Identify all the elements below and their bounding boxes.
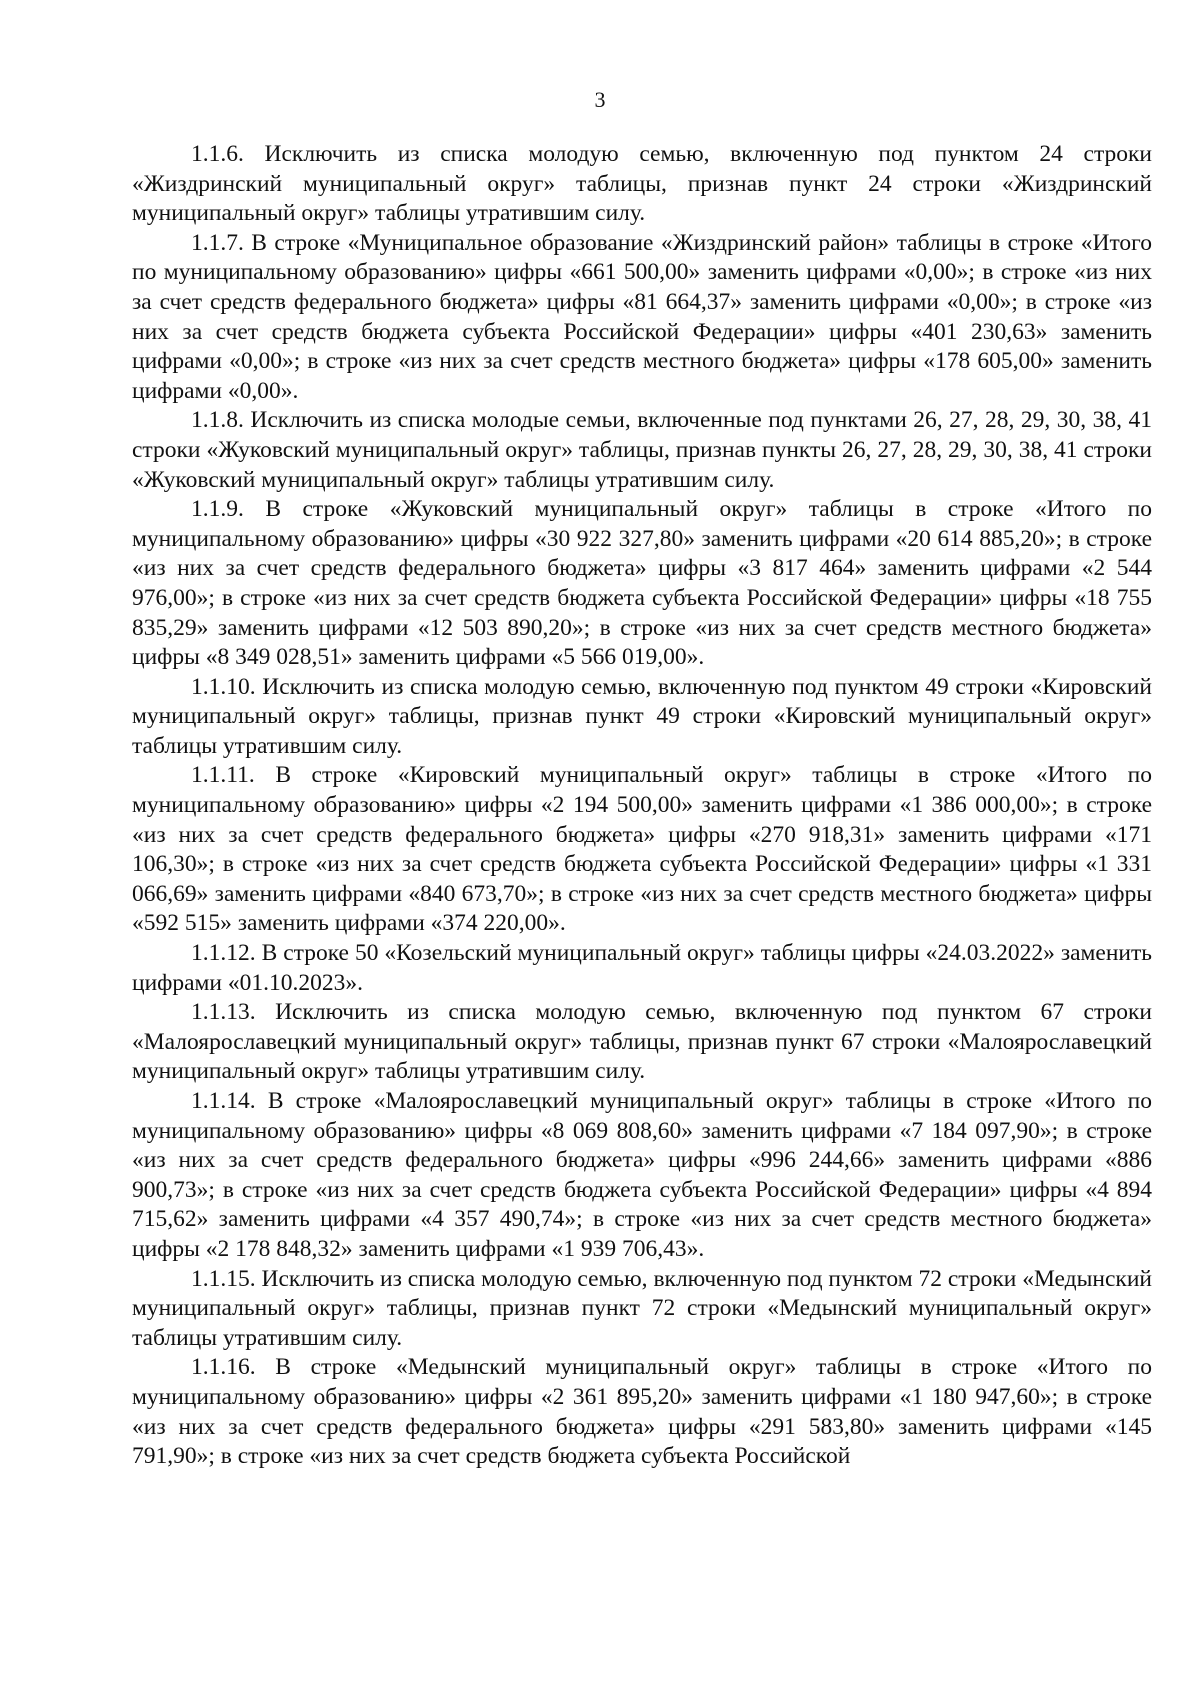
document-body <box>132 140 1152 1472</box>
paragraph-1-1-9: 1.1.9. В строке «Жуковский муниципальный округ» таблицы в строке «Итого по муниципальному образованию» цифры «30 922 327,80» заменить цифрами «20 614 885,20»; в строке «из них за счет средств федерального бюджета» цифры «3 817 464» заменить цифрами «2 544 976,00»; в строке «из них за счет средств бюджета субъекта Российской Федерации» цифры «18 755 835,29» заменить цифрами «12 503 890,20»; в строке «из них за счет средств местного бюджета» цифры «8 349 028,51» заменить цифрами «5 566 019,00». <box>132 496 1152 671</box>
paragraph-1-1-13: 1.1.13. Исключить из списка молодую семью, включенную под пунктом 67 строки «Малоярославецкий муниципальный округ» таблицы, признав пункт 67 строки «Малоярославецкий муниципальный округ» таблицы утратившим силу. <box>132 999 1152 1085</box>
paragraph-1-1-15: 1.1.15. Исключить из списка молодую семью, включенную под пунктом 72 строки «Медынский муниципальный округ» таблицы, признав пункт 72 строки «Медынский муниципальный округ» таблицы утратившим силу. <box>132 1265 1152 1351</box>
paragraph-1-1-10: 1.1.10. Исключить из списка молодую семью, включенную под пунктом 49 строки «Кировский муниципальный округ» таблицы, признав пункт 49 строки «Кировский муниципальный округ» таблицы утратившим силу. <box>132 673 1152 759</box>
paragraph-1-1-16: 1.1.16. В строке «Медынский муниципальный округ» таблицы в строке «Итого по муниципальному образованию» цифры «2 361 895,20» заменить цифрами «1 180 947,60»; в строке «из них за счет средств федерального бюджета» цифры «291 583,80» заменить цифрами «145 791,90»; в строке «из них за счет средств бюджета субъекта Российской <box>132 1354 1152 1470</box>
paragraph-1-1-6: 1.1.6. Исключить из списка молодую семью, включенную под пунктом 24 строки «Жиздринский муниципальный округ» таблицы, признав пункт 24 строки «Жиздринский муниципальный округ» таблицы утратившим силу. <box>132 141 1152 227</box>
paragraph-1-1-11: 1.1.11. В строке «Кировский муниципальный округ» таблицы в строке «Итого по муниципальному образованию» цифры «2 194 500,00» заменить цифрами «1 386 000,00»; в строке «из них за счет средств федерального бюджета» цифры «270 918,31» заменить цифрами «171 106,30»; в строке «из них за счет средств бюджета субъекта Российской Федерации» цифры «1 331 066,69» заменить цифрами «840 673,70»; в строке «из них за счет средств местного бюджета» цифры «592 515» заменить цифрами «374 220,00». <box>132 762 1152 937</box>
paragraph-1-1-12: 1.1.12. В строке 50 «Козельский муниципальный округ» таблицы цифры «24.03.2022» заменить цифрами «01.10.2023». <box>132 940 1152 996</box>
page-number: 3 <box>594 87 606 112</box>
paragraph-1-1-14: 1.1.14. В строке «Малоярославецкий муниципальный округ» таблицы в строке «Итого по муниципальному образованию» цифры «8 069 808,60» заменить цифрами «7 184 097,90»; в строке «из них за счет средств федерального бюджета» цифры «996 244,66» заменить цифрами «886 900,73»; в строке «из них за счет средств бюджета субъекта Российской Федерации» цифры «4 894 715,62» заменить цифрами «4 357 490,74»; в строке «из них за счет средств местного бюджета» цифры «2 178 848,32» заменить цифрами «1 939 706,43». <box>132 1088 1152 1262</box>
paragraph-1-1-7: 1.1.7. В строке «Муниципальное образование «Жиздринский район» таблицы в строке «Итого по муниципальному образованию» цифры «661 500,00» заменить цифрами «0,00»; в строке «из них за счет средств федерального бюджета» цифры «81 664,37» заменить цифрами «0,00»; в строке «из них за счет средств бюджета субъекта Российской Федерации» цифры «401 230,63» заменить цифрами «0,00»; в строке «из них за счет средств местного бюджета» цифры «178 605,00» заменить цифрами «0,00». <box>132 229 1152 404</box>
paragraph-1-1-8: 1.1.8. Исключить из списка молодые семьи, включенные под пунктами 26, 27, 28, 29, 30, 38, 41 строки «Жуковский муниципальный округ» таблицы, признав пункты 26, 27, 28, 29, 30, 38, 41 строки «Жуковский муниципальный округ» таблицы утратившим силу. <box>132 407 1152 493</box>
